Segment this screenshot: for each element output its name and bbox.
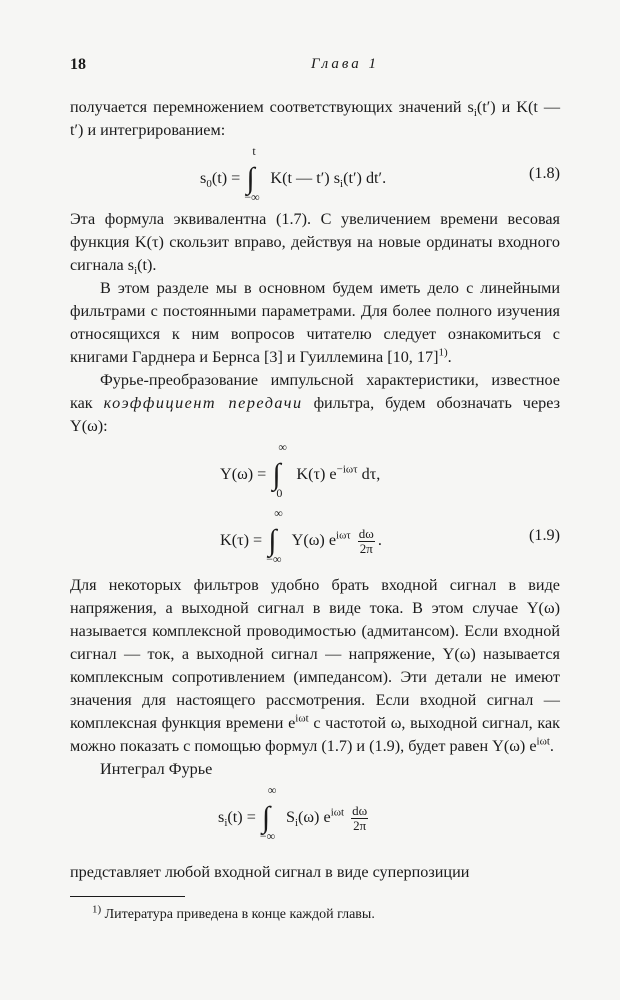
equation-number-1-9: (1.9) bbox=[528, 526, 560, 544]
paragraph-5: Для некоторых фильтров удобно брать входной сигнал в виде напряжения, а выходной сигнал в виде тока. В этом случае Y(ω) называется комплексной проводимостью (адмитансом). Если входной сигнал — ток, а выходной сигнал — напряжение, Y(ω) называется комплексным сопротивлением (импедансом). Эти детали не имеют значения для настоящего рассмотрения. Если входной сигнал — комплексная функция времени $e^{i\omega t}$ с частотой ω, выходной сигнал, как можно показать с помощью формул (1.7) и (1.9), будет равен Y(ω) $e^{i\omega t}$. bbox=[70, 576, 560, 755]
equation-number-1-8: (1.8) bbox=[528, 164, 560, 182]
equation-1-9-inverse: K(τ) = ∞ ∫ −∞ Y(ω) $e^{i\omega\tau}$ $\frac{d\omega}{2\pi}$ . (1.9) bbox=[220, 506, 560, 566]
equation-fourier-integral: $s_i(t)$ = ∞ ∫ −∞ $S_i(\omega)$ $e^{i\omega t}$ $\frac{d\omega}{2\pi}$ bbox=[218, 783, 368, 843]
paragraph-6: Интеграл Фурье bbox=[100, 760, 213, 778]
paragraph-4: Фурье-преобразование импульсной характеристики, известное как коэффициент передачи фильтра, будем обозначать через Y(ω): bbox=[70, 371, 560, 435]
running-head: Глава 1 bbox=[310, 56, 380, 72]
paragraph-1: получается перемножением соответствующих значений $s_i(t')$ и K(t — t′) и интегрированием: bbox=[70, 98, 561, 139]
fraction-domega-2pi: $\frac{d\omega}{2\pi}$ bbox=[358, 525, 374, 556]
paragraph-2: Эта формула эквивалентна (1.7). С увеличением времени весовая функция K(τ) скользит вправо, действуя на новые ординаты входного сигнала $s_i(t)$. bbox=[70, 210, 560, 278]
footnote: $^{1)}$ Литература приведена в конце каждой главы. bbox=[92, 903, 375, 922]
footnote-mark: 1) bbox=[438, 346, 448, 359]
paragraph-3: В этом разделе мы в основном будем иметь дело с линейными фильтрами с постоянными параметрами. Для более полного изучения относящихся к ним вопросов читателю следует ознакомиться с книгами Гарднера и Бернса [3] и Гуиллемина [10, 17]$^{1)}$. bbox=[70, 279, 560, 366]
term-transfer-coefficient: коэффициент передачи bbox=[103, 394, 303, 412]
page-header bbox=[70, 56, 560, 78]
equation-1-8: $s_0(t)$ = t ∫ −∞ K(t — t′) $s_i(t')$ dt′. (1.8) bbox=[200, 144, 560, 204]
equation-1-9-forward: Y(ω) = ∞ ∫ 0 K(τ) $e^{-i\omega\tau}$ dτ, bbox=[220, 440, 381, 500]
paragraph-7: представляет любой входной сигнал в виде суперпозиции bbox=[70, 863, 470, 881]
fraction-domega-2pi: $\frac{d\omega}{2\pi}$ bbox=[352, 802, 368, 833]
page-number: 18 bbox=[70, 56, 86, 73]
page-body bbox=[70, 96, 560, 925]
footnote-rule bbox=[70, 896, 185, 897]
